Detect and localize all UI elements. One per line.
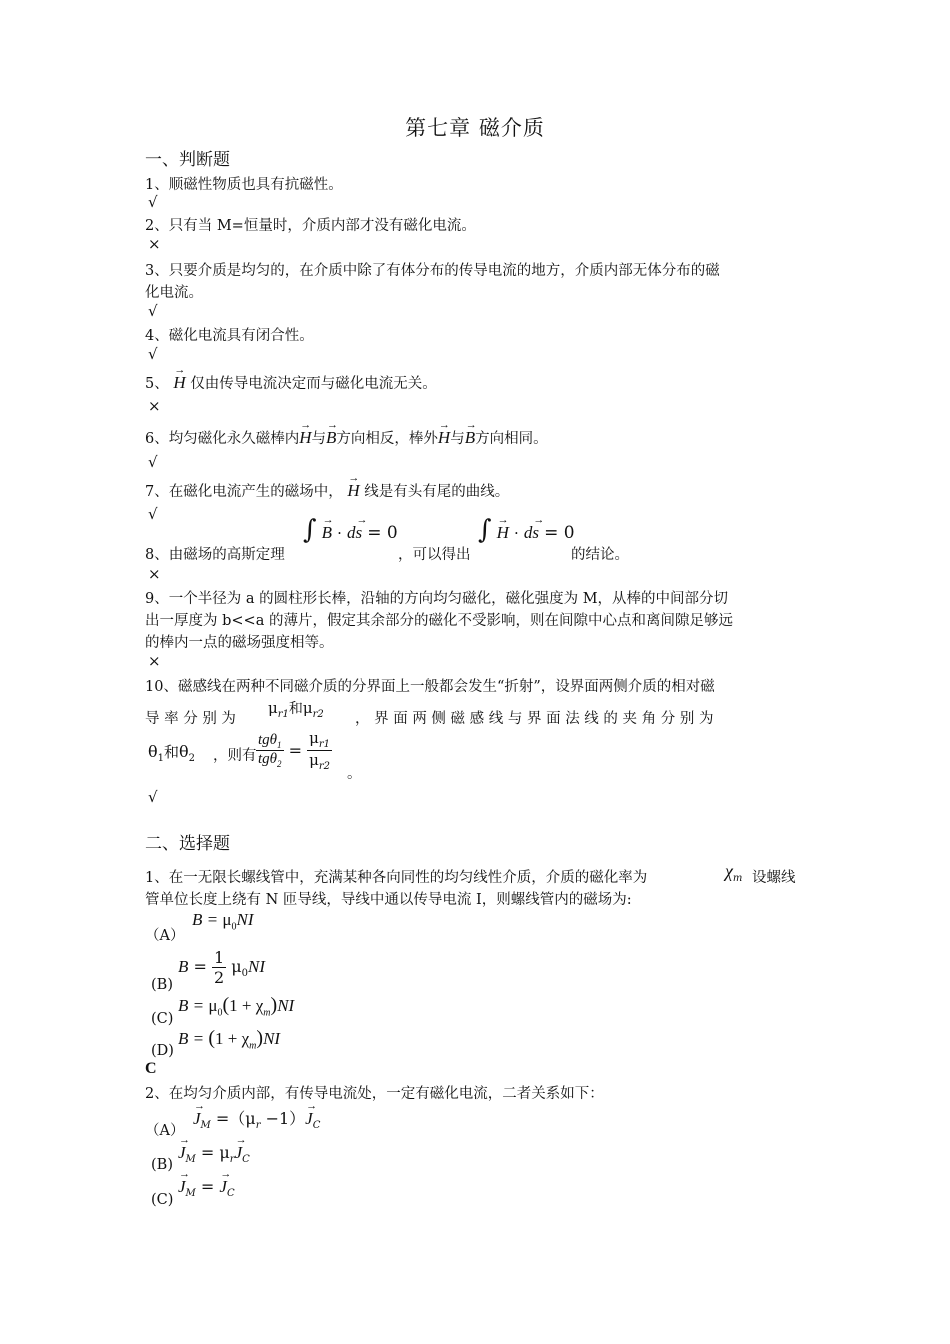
tf-answer-4: √ bbox=[148, 345, 158, 363]
h-vector-symbol: → H bbox=[173, 373, 185, 393]
tf-question-8-text bbox=[145, 543, 285, 564]
mc-question-1-line1 bbox=[145, 866, 647, 887]
q5-prefix: 5、 bbox=[145, 376, 169, 392]
b-vector-symbol: → B bbox=[465, 428, 475, 448]
q6-prefix: 6、均匀磁化永久磁棒内 bbox=[145, 431, 300, 447]
tf-question-3-line2: 化电流。 bbox=[145, 285, 203, 301]
option-b-label: (B) bbox=[151, 977, 173, 993]
tf-answer-10: √ bbox=[148, 788, 158, 806]
tf-answer-6: √ bbox=[148, 453, 158, 471]
option-b-formula: B = $\frac{1}{2}$ $\mu_0NI$ bbox=[178, 948, 266, 987]
tf-answer-2: × bbox=[148, 235, 161, 253]
section-true-false-heading: 一、判断题 bbox=[145, 150, 230, 170]
refraction-formula: $\frac{tg\theta_1}{tg\theta_2}$ = $\frac{\mu_{r1}}{\mu_{r2}}$ bbox=[258, 729, 331, 772]
mc-question-1-line2: 管单位长度上绕有 N 匝导线，导线中通以传导电流 I，则螺线管内的磁场为: bbox=[145, 892, 632, 908]
c1-line1-end: 设螺线 bbox=[752, 870, 796, 886]
chapter-title: 第七章 磁介质 bbox=[405, 116, 545, 140]
h-vector-symbol: → H bbox=[438, 428, 450, 448]
option-c-label: (C) bbox=[151, 1011, 174, 1027]
tf-answer-8: × bbox=[148, 565, 161, 583]
tf-question-10-line2b: ， 界 面 两 侧 磁 感 线 与 界 面 法 线 的 夹 角 分 别 为 bbox=[355, 711, 714, 727]
tf-question-9-line1: 9、一个半径为 a 的圆柱形长棒，沿轴的方向均匀磁化，磁化强度为 M，从棒的中间部分切 bbox=[145, 591, 729, 607]
c2-option-a-label: （A） bbox=[145, 1123, 185, 1139]
tf-answer-9: × bbox=[148, 652, 161, 670]
tf-question-3-line1: 3、只要介质是均匀的，在介质中除了有体分布的传导电流的地方，介质内部无体分布的磁 bbox=[145, 263, 720, 279]
c2-option-c-label: (C) bbox=[151, 1192, 174, 1208]
c2-option-a-formula: → $J_M =(\mu_r -1)\to J_C$ bbox=[193, 1106, 320, 1131]
q6-mid: 方向相反，棒外 bbox=[336, 431, 438, 447]
q8-prefix: 8、由磁场的高斯定理 bbox=[145, 547, 285, 563]
tf-question-4: 4、磁化电流具有闭合性。 bbox=[145, 328, 314, 344]
q5-text: 仅由传导电流决定而与磁化电流无关。 bbox=[190, 376, 437, 392]
tf-question-7 bbox=[145, 480, 509, 501]
c2-option-b-label: (B) bbox=[151, 1157, 173, 1173]
q10-end: 。 bbox=[347, 766, 362, 782]
tf-question-10-line1: 10、磁感线在两种不同磁介质的分界面上一般都会发生“折射”，设界面两侧介质的相对磁 bbox=[145, 679, 715, 695]
c1-line1-text: 1、在一无限长螺线管中，充满某种各向同性的均匀线性介质，介质的磁化率为 bbox=[145, 870, 648, 886]
option-d-formula: $B = (1 + \chi_m)NI$ bbox=[178, 1027, 281, 1052]
tf-question-2: 2、只有当 M=恒量时，介质内部才没有磁化电流。 bbox=[145, 218, 476, 234]
theta-symbols: $\theta_1$和$\theta_2$ bbox=[148, 742, 196, 765]
option-d-label: (D) bbox=[151, 1043, 174, 1059]
tf-question-6 bbox=[145, 427, 548, 448]
option-c-formula: $B = \mu_0(1 + \chi_m)NI$ bbox=[178, 994, 295, 1019]
h-vector-symbol: → H bbox=[299, 428, 311, 448]
tf-answer-1: √ bbox=[148, 193, 158, 211]
c2-option-c-formula: → $J_M$ = → $J_C$ bbox=[178, 1177, 235, 1199]
mc-answer-1: C bbox=[145, 1060, 157, 1077]
tf-answer-5: × bbox=[148, 397, 161, 415]
q7-text: 线是有头有尾的曲线。 bbox=[364, 484, 510, 500]
chi-m-symbol: $\chi_m$ bbox=[725, 861, 743, 885]
section-choice-heading: 二、选择题 bbox=[145, 834, 230, 854]
q8-mid: ，可以得出 bbox=[398, 547, 471, 563]
gauss-law-b-formula: ∫ → B · d→ s = 0 bbox=[303, 515, 398, 545]
tf-question-1: 1、顺磁性物质也具有抗磁性。 bbox=[145, 177, 343, 193]
b-vector-symbol: → B bbox=[326, 428, 336, 448]
q6-end: 方向相同。 bbox=[475, 431, 548, 447]
q10-then: ，则有 bbox=[213, 748, 257, 764]
tf-question-9-line2: 出一厚度为 b<<a 的薄片，假定其余部分的磁化不受影响，则在间隙中心点和离间隙足够远 bbox=[145, 613, 733, 629]
option-a-formula: $B = \mu_0NI$ bbox=[192, 910, 254, 933]
q8-end: 的结论。 bbox=[571, 547, 629, 563]
and-char: 与 bbox=[311, 431, 327, 447]
option-a-label: （A） bbox=[145, 928, 185, 944]
tf-answer-3: √ bbox=[148, 302, 158, 320]
mu-r1-mu-r2: $\mu_{r1}$和$\mu_{r2}$ bbox=[268, 699, 324, 721]
tf-answer-7: √ bbox=[148, 505, 158, 523]
mc-question-2-line1: 2、在均匀介质内部，有传导电流处，一定有磁化电流，二者关系如下： bbox=[145, 1086, 604, 1102]
tf-question-5 bbox=[145, 372, 437, 393]
q7-prefix: 7、在磁化电流产生的磁场中， bbox=[145, 484, 343, 500]
h-vector-symbol: → H bbox=[347, 481, 359, 501]
gauss-law-h-formula: ∫ → H · d→ s = 0 bbox=[478, 515, 575, 545]
and-char: 与 bbox=[450, 431, 465, 447]
tf-question-10-line2a: 导 率 分 别 为 bbox=[145, 711, 236, 727]
c2-option-b-formula: → $J_M = \mu_r\to J_C$ bbox=[178, 1143, 250, 1165]
tf-question-9-line3: 的棒内一点的磁场强度相等。 bbox=[145, 635, 334, 651]
